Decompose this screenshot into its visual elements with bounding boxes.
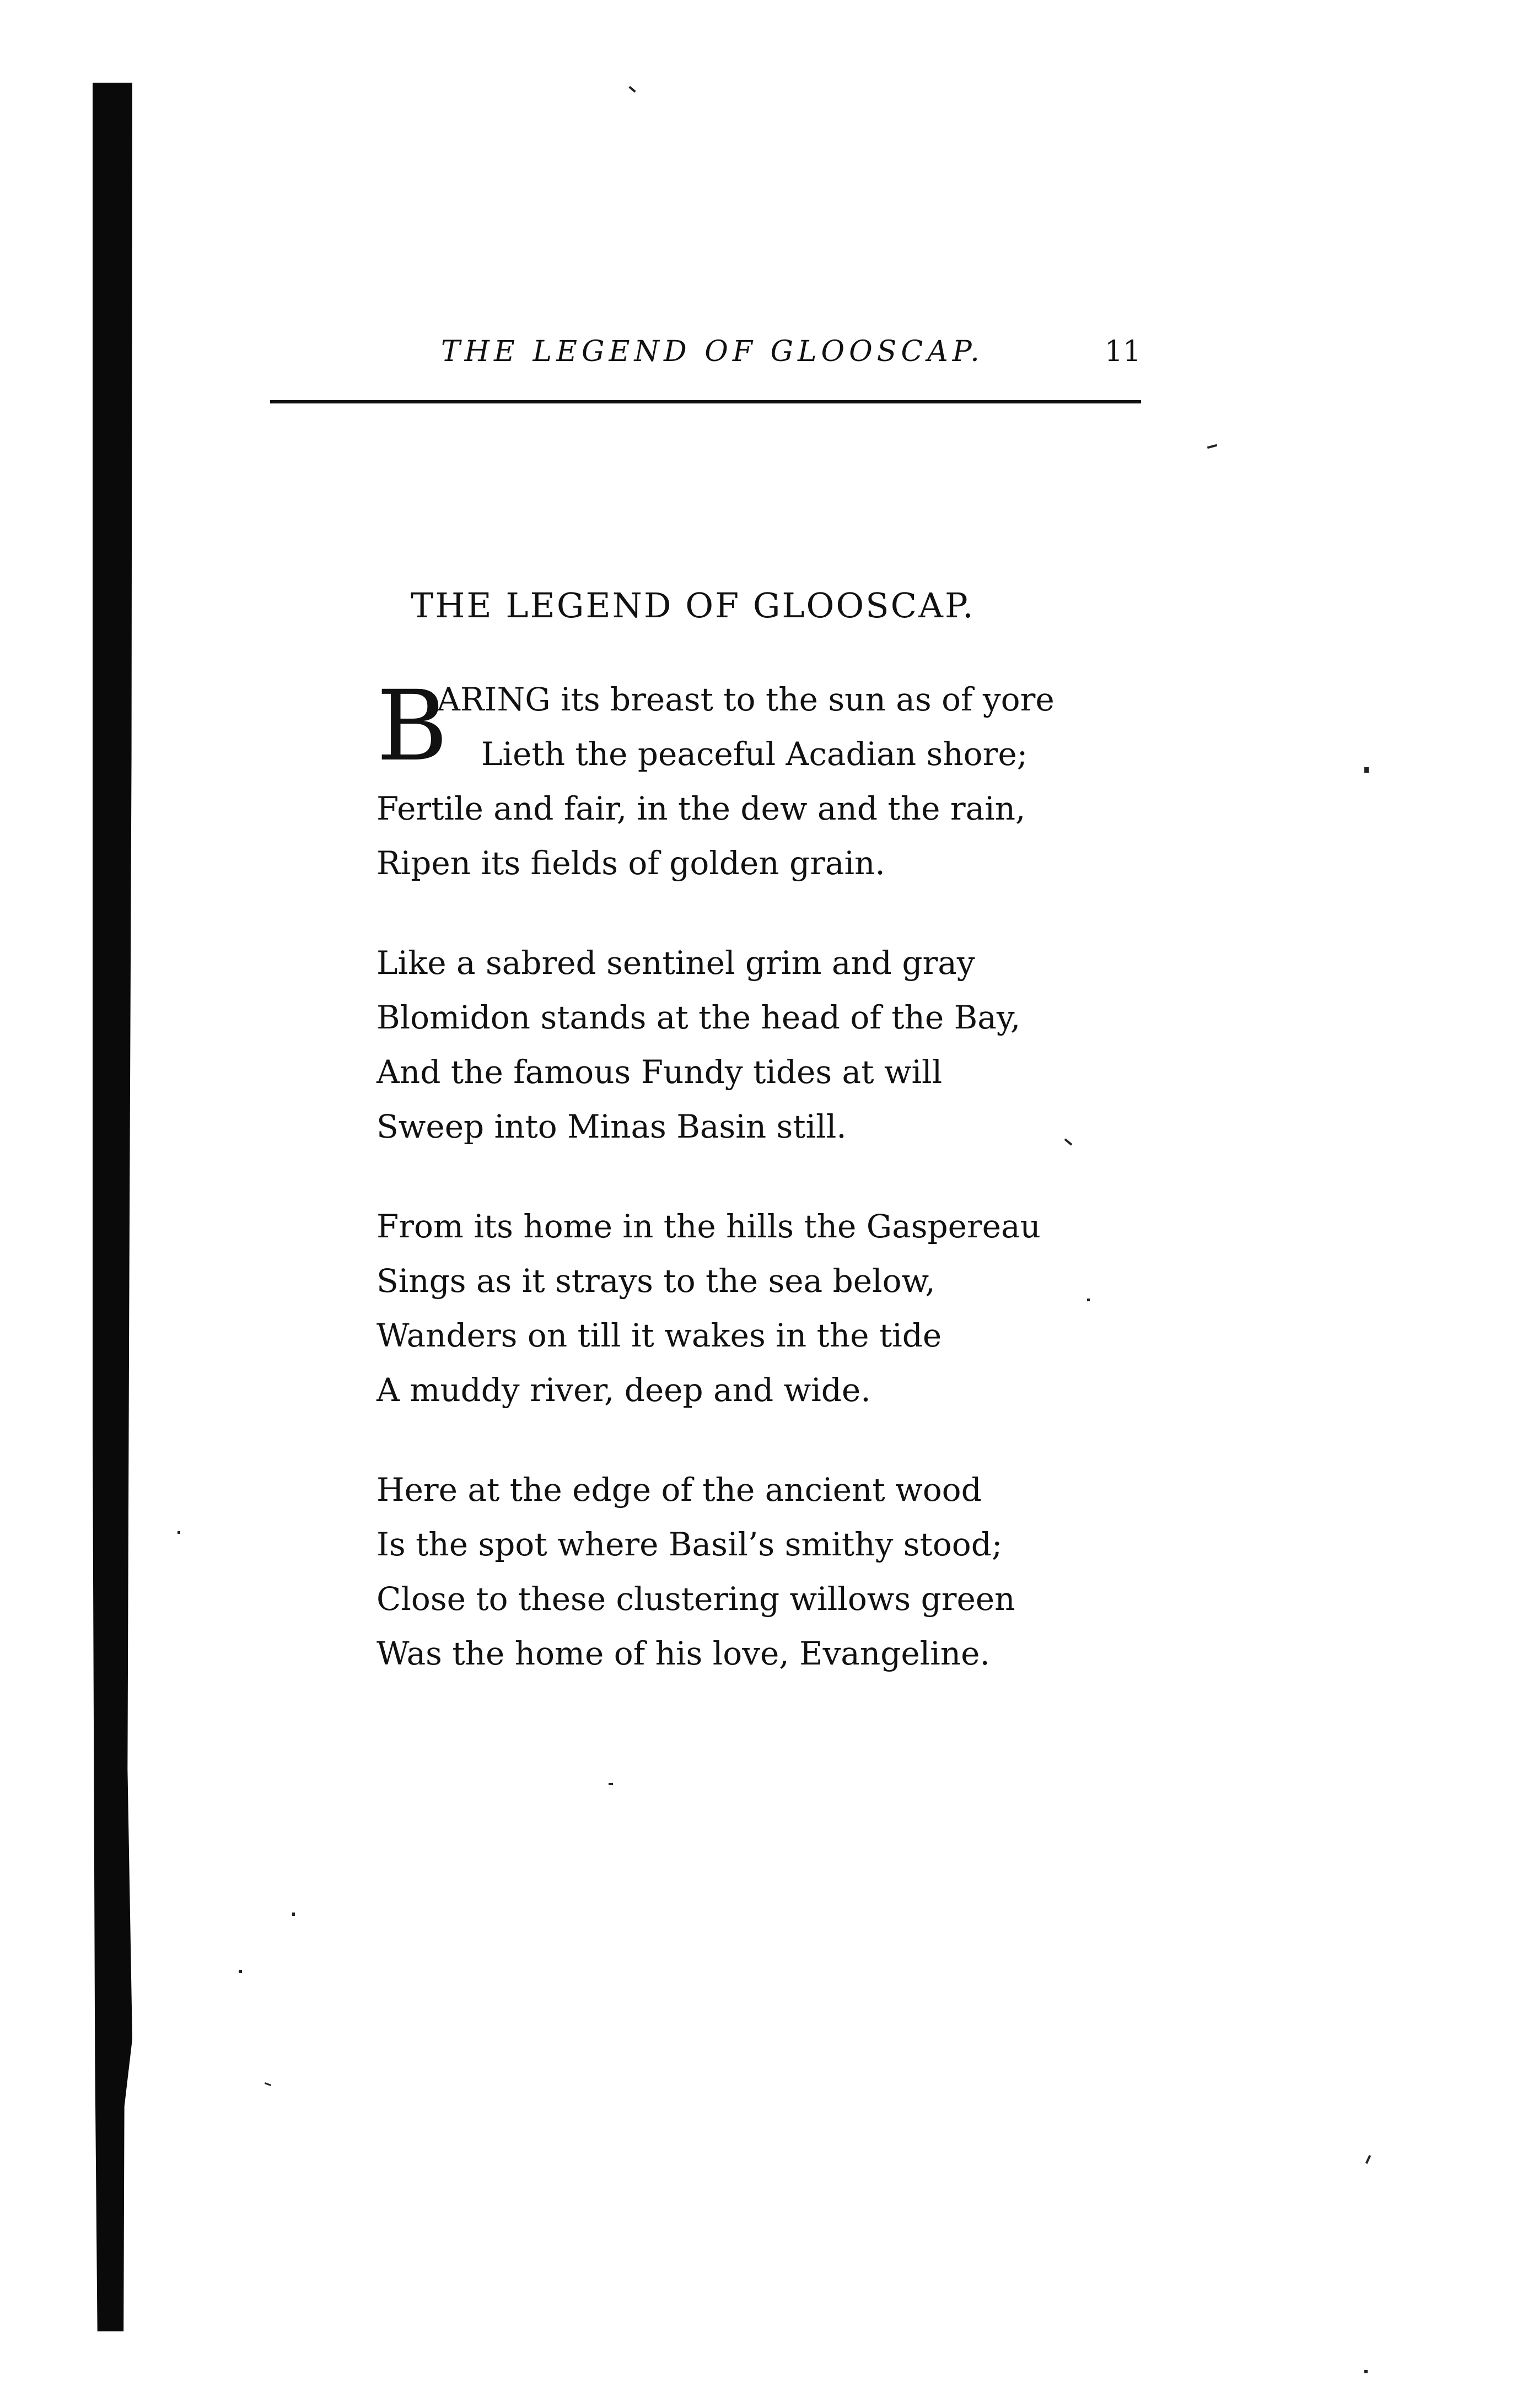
poem-line-text: ARING its breast to the sun as of yore	[437, 681, 1055, 718]
scan-speck	[177, 1531, 180, 1534]
poem-line: Blomidon stands at the head of the Bay,	[376, 999, 1021, 1036]
scan-speck	[265, 2082, 271, 2086]
scan-speck	[1207, 444, 1217, 449]
scan-speck	[1087, 1299, 1090, 1301]
poem-line: Was the home of his love, Evangeline.	[376, 1635, 990, 1672]
poem-line: Ripen its fields of golden grain.	[376, 844, 885, 882]
poem-line: From its home in the hills the Gaspereau	[376, 1208, 1041, 1245]
poem-body	[376, 672, 1148, 1726]
page-number: 11	[1104, 335, 1141, 368]
stanza-1	[376, 672, 1148, 891]
scan-speck	[239, 1970, 242, 1973]
scan-speck	[1365, 2155, 1371, 2164]
stanza-4	[376, 1463, 1148, 1681]
poem-line: Lieth the peaceful Acadian shore;	[481, 735, 1028, 773]
scan-speck	[628, 86, 636, 93]
poem-line: And the famous Fundy tides at will	[376, 1053, 943, 1091]
poem-title: THE LEGEND OF GLOOSCAP.	[411, 585, 975, 626]
poem-line: A muddy river, deep and wide.	[376, 1371, 871, 1409]
poem-line: Sings as it strays to the sea below,	[376, 1262, 935, 1300]
running-head	[270, 335, 1141, 379]
header-rule	[270, 400, 1141, 403]
scan-speck	[1364, 767, 1369, 773]
poem-line: Is the spot where Basil’s smithy stood;	[376, 1526, 1003, 1563]
stanza-2	[376, 936, 1148, 1154]
stanza-3	[376, 1199, 1148, 1418]
poem-line: Sweep into Minas Basin still.	[376, 1108, 847, 1145]
poem-line: Like a sabred sentinel grim and gray	[376, 944, 975, 982]
scan-speck	[292, 1913, 295, 1916]
poem-line: Close to these clustering willows green	[376, 1580, 1015, 1618]
poem-line: Here at the edge of the ancient wood	[376, 1471, 982, 1509]
scan-speck	[609, 1783, 613, 1785]
binding-shadow	[93, 83, 132, 2331]
drop-cap: B	[376, 670, 448, 783]
scan-speck	[1364, 2370, 1368, 2373]
running-head-title: THE LEGEND OF GLOOSCAP.	[441, 335, 984, 368]
poem-line: Wanders on till it wakes in the tide	[376, 1317, 942, 1354]
poem-line: Fertile and fair, in the dew and the rain,	[376, 790, 1026, 827]
